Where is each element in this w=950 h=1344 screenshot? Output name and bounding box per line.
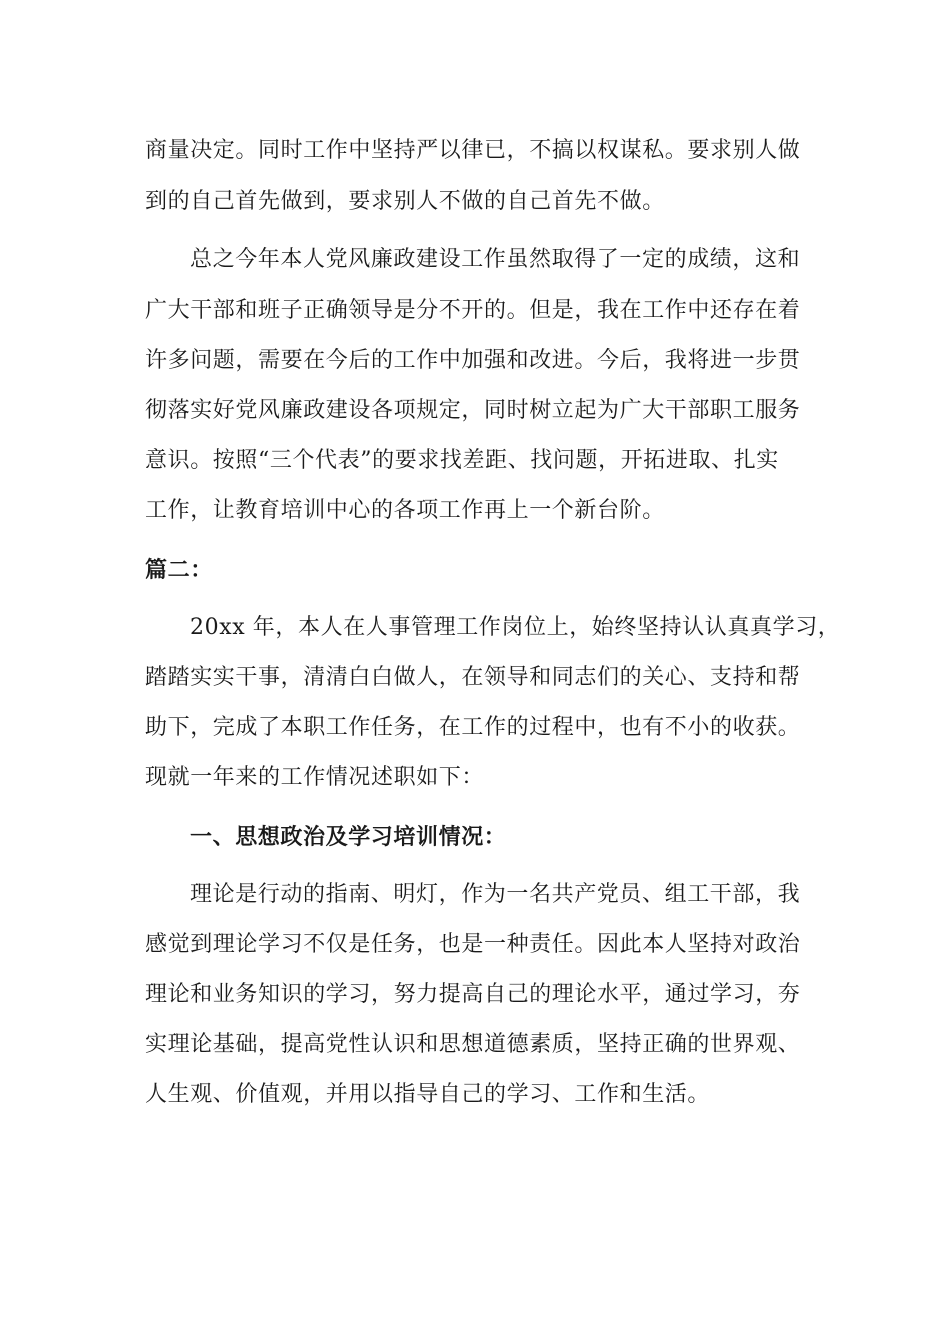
paragraph-3-line-2: 踏踏实实干事，清清白白做人，在领导和同志们的关心、支持和帮 — [145, 665, 801, 690]
paragraph-4-line-4: 实理论基础，提高党性认识和思想道德素质，坚持正确的世界观、 — [145, 1032, 801, 1057]
paragraph-2-line-2: 广大干部和班子正确领导是分不开的。但是，我在工作中还存在着 — [145, 298, 801, 323]
section-heading: 篇二： — [145, 557, 213, 583]
paragraph-3-line-3: 助下，完成了本职工作任务，在工作的过程中，也有不小的收获。 — [145, 715, 801, 740]
paragraph-2-line-3: 许多问题，需要在今后的工作中加强和改进。今后，我将进一步贯 — [145, 348, 801, 373]
paragraph-3-line-4: 现就一年来的工作情况述职如下： — [145, 765, 485, 790]
subheading: 一、思想政治及学习培训情况： — [190, 824, 507, 850]
paragraph-3-line-1: 20xx 年，本人在人事管理工作岗位上，始终坚持认认真真学习， — [190, 615, 841, 640]
paragraph-4-line-2: 感觉到理论学习不仅是任务，也是一种责任。因此本人坚持对政治 — [145, 932, 801, 957]
paragraph-1-line-2: 到的自己首先做到，要求别人不做的自己首先不做。 — [145, 189, 665, 214]
paragraph-4-line-5: 人生观、价值观，并用以指导自己的学习、工作和生活。 — [145, 1082, 711, 1107]
paragraph-2-line-5: 意识。按照“三个代表”的要求找差距、找问题，开拓进取、扎实 — [145, 448, 779, 473]
paragraph-4-line-3: 理论和业务知识的学习，努力提高自己的理论水平，通过学习，夯 — [145, 982, 801, 1007]
paragraph-1-line-1: 商量决定。同时工作中坚持严以律已，不搞以权谋私。要求别人做 — [145, 138, 801, 163]
paragraph-2-line-1: 总之今年本人党风廉政建设工作虽然取得了一定的成绩，这和 — [190, 247, 801, 272]
paragraph-2-line-4: 彻落实好党风廉政建设各项规定，同时树立起为广大干部职工服务 — [145, 398, 801, 423]
paragraph-2-line-6: 工作，让教育培训中心的各项工作再上一个新台阶。 — [145, 498, 665, 523]
paragraph-4-line-1: 理论是行动的指南、明灯，作为一名共产党员、组工干部，我 — [190, 882, 801, 907]
